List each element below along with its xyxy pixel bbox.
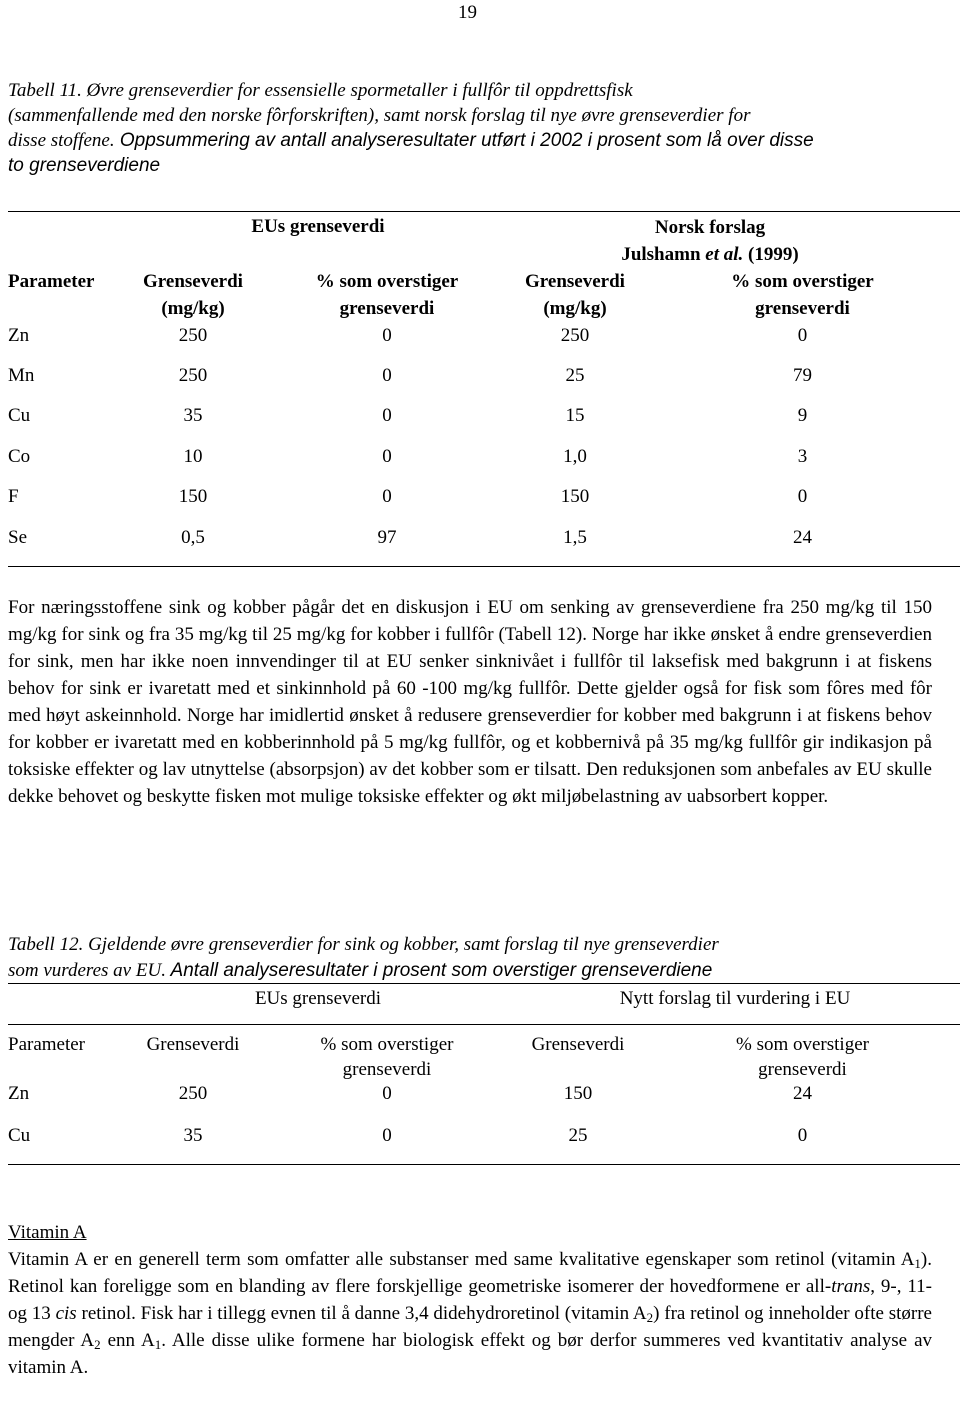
table12-row-new-gv: 150 bbox=[563, 1083, 593, 1104]
table12-top-rule bbox=[8, 983, 960, 984]
table12-mid-rule bbox=[8, 1024, 960, 1025]
table11-row-param: Mn bbox=[8, 365, 35, 386]
body-paragraph-sink-kobber: For næringsstoffene sink og kobber pågår det en diskusjon i EU om senking av grenseverdiene fra 250 mg/kg til 150 mg/kg for sink og fra 35 mg/kg til 25 mg/kg for kobber i fullfôr (Tabell 12). Norge har ikke ønsket å endre grenseverdien for sink, men har ikke noen innvendinger til at EU senker sinknivået i fullfôr til laksefisk med bakgrunn i at fiskens behov for sink er ivaretatt med et sinkinnhold på 60 -100 mg/kg fullfôr. Dette gjelder også for fisk som fôres med fôr med høyt askeinnhold. Norge har imidlertid ønsket å redusere grenseverdier for kobber med bakgrunn i at fiskens behov for kobber er ivaretatt med en kobberinnhold på 5 mg/kg fullfôr, og et kobbernivå på 35 mg/kg fullfôr gir indikasjon på toksiske effekter og lav utnyttelse (absorpsjon) av det kobber som er tilsatt. Den reduksjonen som anbefales av EU skulle dekke behovet og beskytte fisken mot mulige toksiske effekter og økt miljøbelastning av uabsorbert kopper. bbox=[8, 597, 932, 807]
table11-row-no-pct: 9 bbox=[797, 405, 808, 426]
table11-row-no-gv: 150 bbox=[560, 486, 590, 507]
table12-caption bbox=[8, 932, 932, 984]
table11-row-eu-pct: 0 bbox=[382, 405, 392, 426]
table12-group-eu: EUs grenseverdi bbox=[254, 988, 382, 1009]
table11-col-no-pct: % som overstiger grenseverdi bbox=[731, 271, 874, 319]
table11-row-param: Cu bbox=[8, 405, 31, 426]
table11-col-eu-pct: % som overstiger grenseverdi bbox=[315, 271, 459, 319]
table11-col-eu-gv: Grenseverdi (mg/kg) bbox=[143, 271, 243, 319]
table12-caption-line2b: Antall analyseresultater i prosent som overstiger grenseverdiene bbox=[165, 960, 713, 981]
table11-row-no-gv: 15 bbox=[565, 405, 585, 426]
table12-row-param: Cu bbox=[8, 1125, 31, 1146]
table12-row-eu-gv: 250 bbox=[178, 1083, 208, 1104]
table12-row-eu-pct: 0 bbox=[382, 1125, 392, 1146]
table11-group-norsk-author: Julshamn bbox=[621, 244, 706, 265]
table11-bottom-rule bbox=[8, 566, 960, 567]
vitamin-a-section bbox=[8, 1219, 932, 1381]
table11-row-eu-pct: 0 bbox=[382, 486, 392, 507]
table12-row-new-pct: 0 bbox=[797, 1125, 808, 1146]
table11-row-eu-gv: 0,5 bbox=[181, 527, 205, 548]
table11-row-eu-pct: 0 bbox=[382, 325, 392, 346]
table12-row-eu-pct: 0 bbox=[382, 1083, 392, 1104]
table11-group-eu: EUs grenseverdi bbox=[251, 216, 385, 237]
table11-row-no-pct: 0 bbox=[797, 325, 808, 346]
table12-col-eu-pct: % som overstiger grenseverdi bbox=[320, 1034, 454, 1080]
table11-row-param: F bbox=[8, 486, 19, 507]
table11-row-eu-pct: 97 bbox=[377, 527, 397, 548]
vitamin-a-heading: Vitamin A bbox=[8, 1222, 87, 1243]
table11-caption-line1: Tabell 11. Øvre grenseverdier for essensielle spormetaller i fullfôr til oppdrettsfisk bbox=[8, 80, 633, 101]
table11-row-no-pct: 79 bbox=[793, 365, 812, 386]
table11-row-param: Zn bbox=[8, 325, 30, 346]
table11-caption-line3b: Oppsummering av antall analyseresultater utført i 2002 i prosent som lå over disse bbox=[114, 130, 814, 151]
table11-row-no-pct: 0 bbox=[797, 486, 808, 507]
table11-caption-line3a: disse stoffene. bbox=[8, 130, 115, 151]
table11-row-eu-gv: 250 bbox=[178, 325, 208, 346]
table11-caption bbox=[8, 78, 932, 178]
table12-row-new-gv: 25 bbox=[568, 1125, 588, 1146]
table11-row-no-pct: 3 bbox=[797, 446, 808, 467]
table11-row-param: Se bbox=[8, 527, 27, 548]
table11-row-no-gv: 1,5 bbox=[563, 527, 587, 548]
table11-row-no-gv: 250 bbox=[560, 325, 590, 346]
table11-row-no-gv: 25 bbox=[565, 365, 585, 386]
table12-group-new: Nytt forslag til vurdering i EU bbox=[619, 988, 851, 1009]
table11-row-no-pct: 24 bbox=[793, 527, 812, 548]
vitamin-a-paragraph: Vitamin A er en generell term som omfatter alle substanser med same kvalitative egenskaper som retinol (vitamin $A_1$). Retinol kan foreligge som en blanding av flere forskjellige geometriske isomerer der hovedformene er all-trans, 9-, 11- og 13 cis retinol. Fisk har i tillegg evnen til å danne 3,4 didehydroretinol (vitamin $A_2$) fra retinol og inneholder ofte større mengder $A_2$ enn $A_1$. Alle disse ulike formene har biologisk effekt og bør derfor summeres ved kvantitativ analyse av vitamin A. bbox=[8, 1249, 933, 1378]
table11-caption-line2: (sammenfallende med den norske fôrforskriften), samt norsk forslag til nye øvre grenseverdier for bbox=[8, 105, 751, 126]
table11-row-eu-gv: 35 bbox=[183, 405, 203, 426]
table11-caption-line4: to grenseverdiene bbox=[8, 155, 161, 176]
table11-row-eu-gv: 10 bbox=[183, 446, 203, 467]
table12-caption-line1: Tabell 12. Gjeldende øvre grenseverdier for sink og kobber, samt forslag til nye grenseverdier bbox=[8, 934, 719, 955]
table11-row-eu-pct: 0 bbox=[382, 365, 392, 386]
table11-row-eu-gv: 250 bbox=[178, 365, 208, 386]
page-number: 19 bbox=[458, 2, 477, 23]
table11-group-norsk-year: (1999) bbox=[743, 244, 799, 265]
table11-row-param: Co bbox=[8, 446, 31, 467]
table12-col-new-gv: Grenseverdi bbox=[531, 1034, 625, 1055]
table12-row-new-pct: 24 bbox=[793, 1083, 812, 1104]
table11-row-no-gv: 1,0 bbox=[563, 446, 587, 467]
table11-col-no-gv: Grenseverdi (mg/kg) bbox=[525, 271, 625, 319]
table11-group-norsk-etal: et al. bbox=[705, 244, 744, 265]
table12-bottom-rule bbox=[8, 1164, 960, 1165]
table11-col-param: Parameter bbox=[8, 271, 95, 292]
table11-group-norsk: Norsk forslag Julshamn et al. (1999) bbox=[621, 217, 799, 265]
table12-col-param: Parameter bbox=[8, 1034, 86, 1055]
table11-row-eu-gv: 150 bbox=[178, 486, 208, 507]
table12-col-new-pct: % som overstiger grenseverdi bbox=[736, 1034, 869, 1080]
table12-col-eu-gv: Grenseverdi bbox=[146, 1034, 240, 1055]
table11-row-eu-pct: 0 bbox=[382, 446, 392, 467]
table11-top-rule bbox=[8, 211, 960, 212]
table12-caption-line2a: som vurderes av EU. bbox=[8, 960, 166, 981]
table12-row-param: Zn bbox=[8, 1083, 30, 1104]
table12-row-eu-gv: 35 bbox=[183, 1125, 203, 1146]
